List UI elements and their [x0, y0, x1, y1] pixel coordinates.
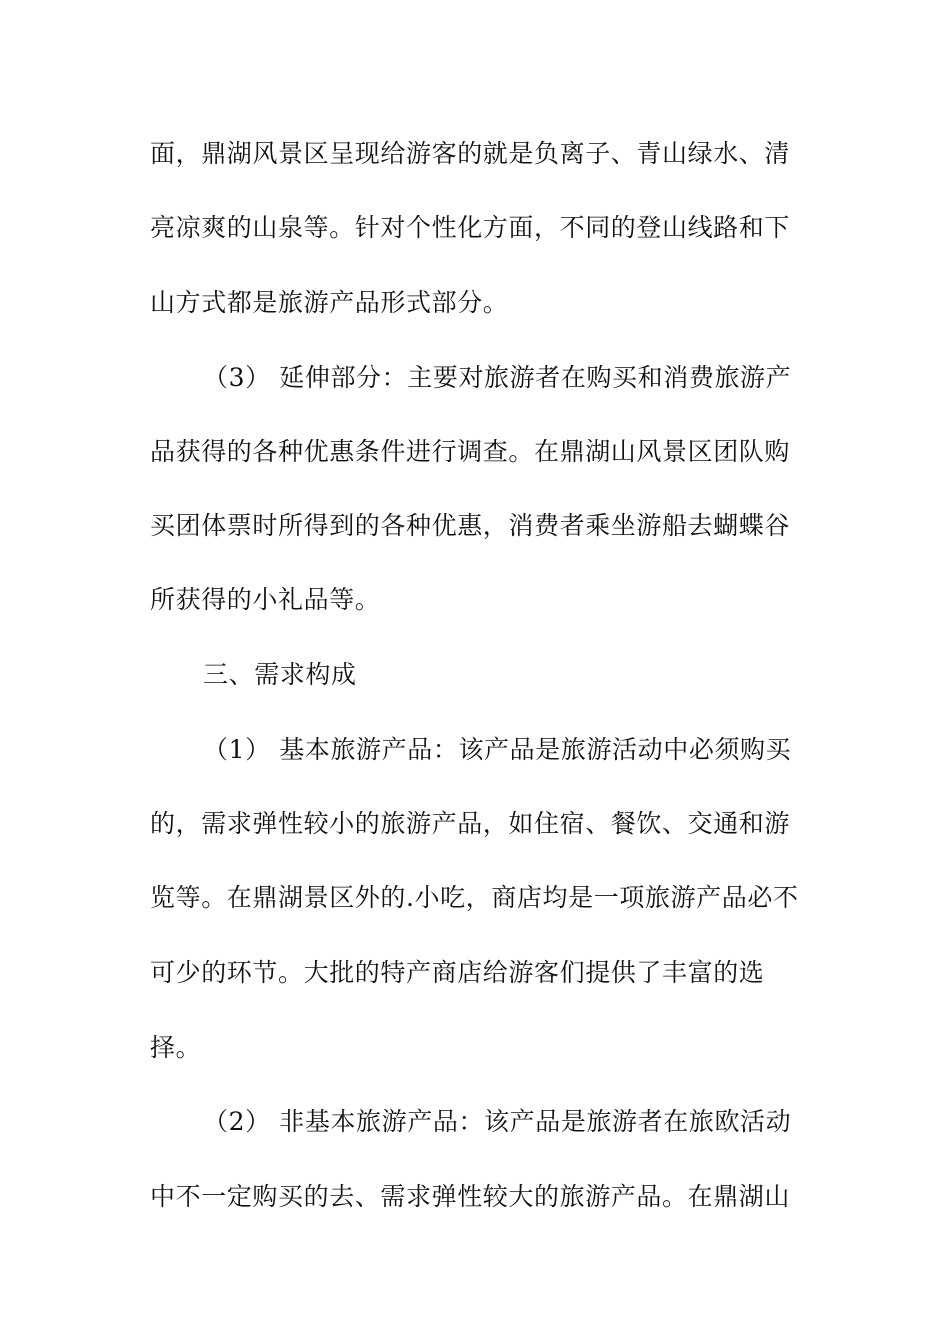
- list-item-1: （1） 基本旅游产品：该产品是旅游活动中必须购买: [203, 735, 792, 764]
- text-line: 可少的环节。大批的特产商店给游客们提供了丰富的选: [150, 958, 765, 987]
- text-line: 览等。在鼎湖景区外的.小吃，商店均是一项旅游产品必不: [150, 883, 799, 912]
- text-line: 中不一定购买的去、需求弹性较大的旅游产品。在鼎湖山: [150, 1182, 791, 1211]
- text-line: 买团体票时所得到的各种优惠，消费者乘坐游船去蝴蝶谷: [150, 511, 791, 540]
- list-item-3: （3） 延伸部分：主要对旅游者在购买和消费旅游产: [203, 363, 792, 392]
- text-line: 面，鼎湖风景区呈现给游客的就是负离子、青山绿水、清: [150, 139, 791, 168]
- text-line: 山方式都是旅游产品形式部分。: [150, 288, 509, 317]
- list-item-2: （2） 非基本旅游产品：该产品是旅游者在旅欧活动: [203, 1107, 792, 1136]
- text-line: 品获得的各种优惠条件进行调查。在鼎湖山风景区团队购: [150, 437, 791, 466]
- text-line: 亮凉爽的山泉等。针对个性化方面，不同的登山线路和下: [150, 213, 791, 242]
- text-line: 择。: [150, 1033, 202, 1062]
- section-heading: 三、需求构成: [203, 660, 357, 689]
- text-line: 的，需求弹性较小的旅游产品，如住宿、餐饮、交通和游: [150, 809, 791, 838]
- text-line: 所获得的小礼品等。: [150, 585, 381, 614]
